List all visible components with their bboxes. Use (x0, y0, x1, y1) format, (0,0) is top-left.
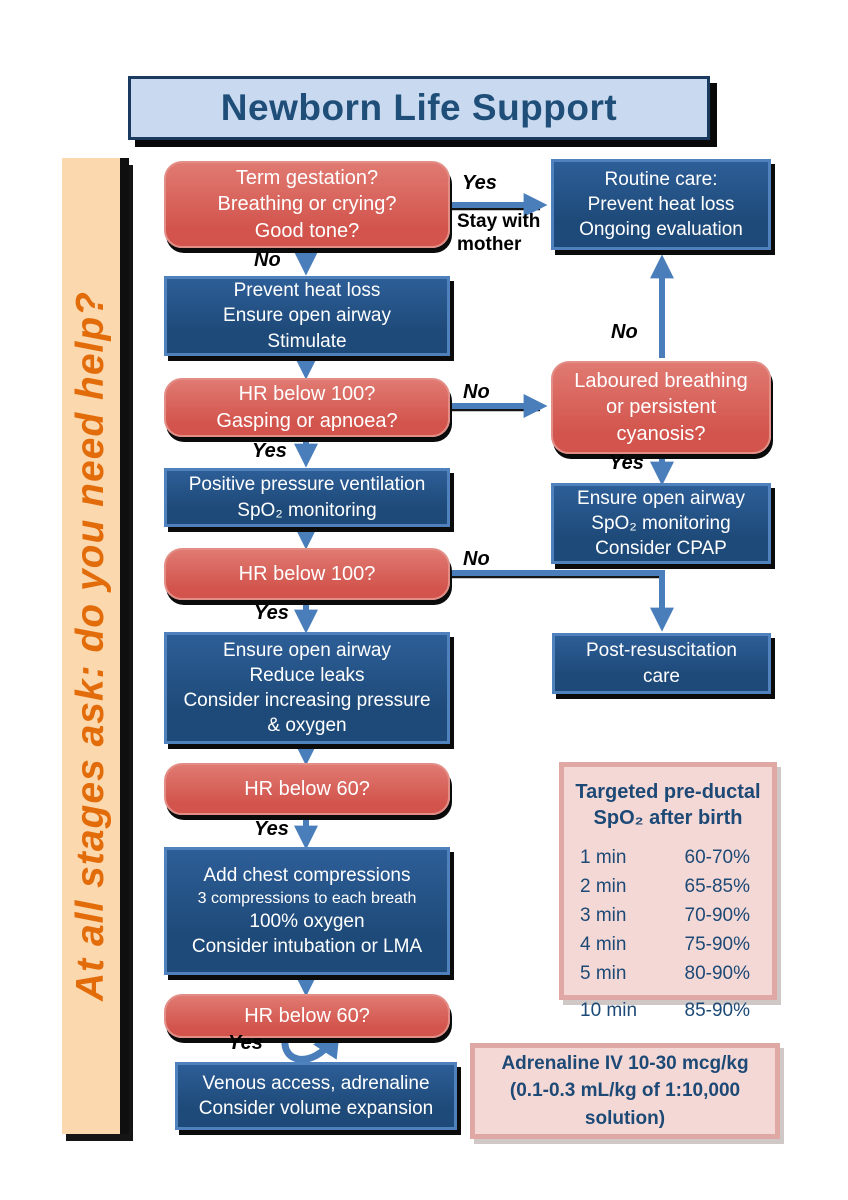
box-laboured-breathing: Laboured breathing or persistent cyanosis? (551, 361, 771, 454)
spo2-range: 80-90% (684, 962, 750, 984)
label-yes-hr100b: Yes (254, 602, 289, 624)
box-hr-below-100-gasping: HR below 100? Gasping or apnoea? (164, 378, 450, 437)
label-yes-hr60a: Yes (254, 818, 289, 840)
box-venous-access-adrenaline: Venous access, adrenaline Consider volume expansion (175, 1062, 457, 1130)
spo2-row (580, 901, 750, 930)
spo2-row (580, 959, 750, 988)
box-hr-below-100: HR below 100? (164, 548, 450, 600)
spo2-panel-title-line2: SpO₂ after birth (593, 807, 743, 829)
spo2-range: 70-90% (684, 904, 750, 926)
label-no-hr100b: No (463, 548, 490, 570)
spo2-time: 5 min (580, 962, 627, 984)
label-no-term: No (254, 249, 281, 271)
spo2-row (580, 996, 750, 1025)
page-title (128, 76, 710, 140)
spo2-time: 3 min (580, 904, 627, 926)
spo2-range: 75-90% (684, 933, 750, 955)
box-consider-cpap: Ensure open airway SpO₂ monitoring Consider CPAP (551, 483, 771, 564)
label-yes-hr60b: Yes (228, 1032, 263, 1054)
label-yes-laboured: Yes (609, 452, 644, 474)
spo2-time: 10 min (580, 999, 638, 1021)
label-no-hr100a: No (463, 381, 490, 403)
spo2-table (564, 843, 772, 1025)
spo2-range: 85-90% (684, 999, 750, 1021)
sidebar-at-all-stages (62, 158, 129, 1134)
spo2-time: 2 min (580, 875, 627, 897)
label-no-laboured: No (611, 321, 638, 343)
box-prevent-heat-loss: Prevent heat loss Ensure open airway Stimulate (164, 276, 450, 356)
spo2-row (580, 872, 750, 901)
spo2-range: 65-85% (684, 875, 750, 897)
spo2-row (580, 930, 750, 959)
page-title-text: Newborn Life Support (220, 87, 618, 128)
box-hr-below-60-repeat: HR below 60? (164, 994, 450, 1038)
spo2-time: 1 min (580, 846, 627, 868)
box-hr-below-60: HR below 60? (164, 763, 450, 815)
box-term-gestation: Term gestation? Breathing or crying? Good tone? (164, 161, 450, 248)
box-add-chest-compressions: Add chest compressions 3 compressions to each breath 100% oxygen Consider intubation or LMA (164, 847, 450, 975)
spo2-range: 60-70% (684, 846, 750, 868)
spo2-time: 4 min (580, 933, 627, 955)
spo2-target-panel (559, 762, 777, 1021)
arrow-hr100b-to-postresus (452, 573, 662, 622)
spo2-panel-title-line1: Targeted pre-ductal (575, 781, 761, 803)
box-ensure-airway-reduce-leaks: Ensure open airway Reduce leaks Consider increasing pressure & oxygen (164, 632, 450, 744)
adrenaline-dose-panel: Adrenaline IV 10-30 mcg/kg (0.1-0.3 mL/kg of 1:10,000 solution) (470, 1043, 780, 1139)
spo2-row (580, 843, 750, 872)
box-positive-pressure-ventilation: Positive pressure ventilation SpO₂ monitoring (164, 468, 450, 527)
label-mother: mother (457, 234, 522, 255)
label-stay-with: Stay with (457, 211, 541, 232)
label-yes-term: Yes (462, 172, 497, 194)
box-post-resuscitation-care: Post-resuscitation care (552, 633, 771, 694)
sidebar-text: At all stages ask: do you need help? (69, 291, 112, 1001)
box-routine-care: Routine care: Prevent heat loss Ongoing evaluation (551, 159, 771, 250)
label-yes-hr100a: Yes (252, 440, 287, 462)
